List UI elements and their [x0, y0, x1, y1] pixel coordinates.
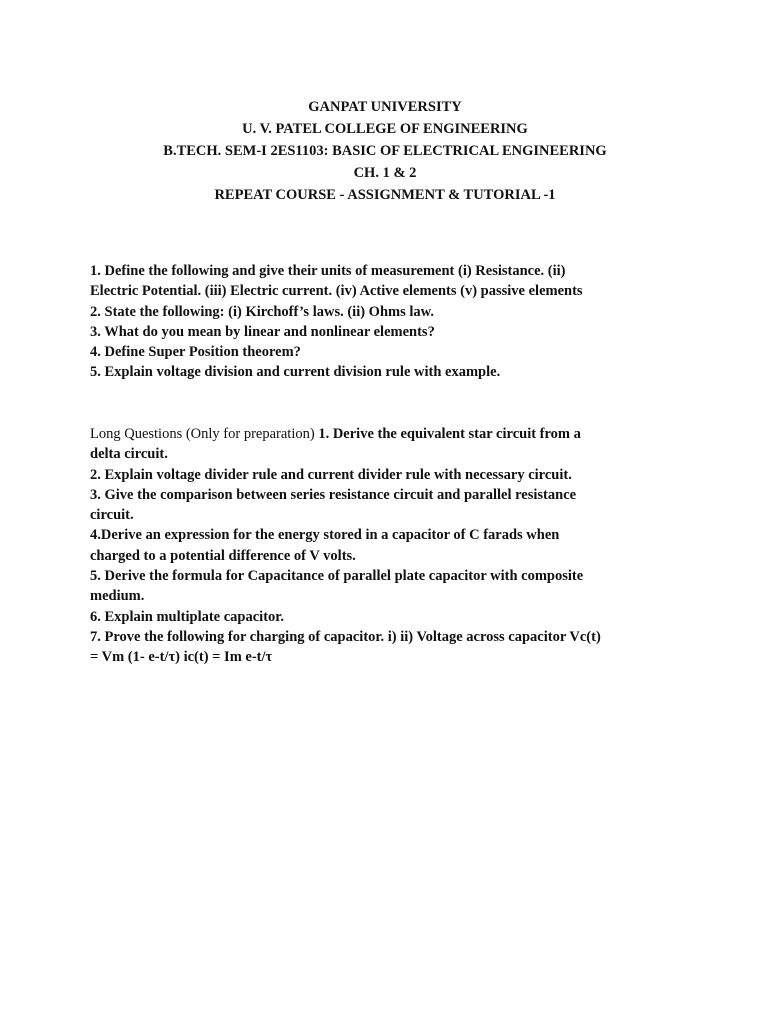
document-header — [0, 96, 768, 206]
question-line: 7. Prove the following for charging of capacitor. i) ii) Voltage across capacitor Vc(t) — [90, 628, 601, 645]
long-questions-title: Long Questions (Only for preparation) — [90, 426, 315, 442]
question-line: 5. Explain voltage division and current division rule with example. — [90, 364, 501, 381]
question-line: Electric Potential. (iii) Electric current. (iv) Active elements (v) passive elements — [90, 283, 583, 300]
question-line: 2. Explain voltage divider rule and current divider rule with necessary circuit. — [90, 466, 572, 483]
question-line: charged to a potential difference of V volts. — [90, 547, 356, 564]
course-title: B.TECH. SEM-I 2ES1103: BASIC OF ELECTRICAL ENGINEERING — [163, 143, 607, 159]
question-line: 3. What do you mean by linear and nonlinear elements? — [90, 323, 435, 340]
question-line: delta circuit. — [90, 446, 168, 463]
chapter-label: CH. 1 & 2 — [353, 165, 417, 181]
question-line — [90, 424, 680, 444]
question-line: medium. — [90, 588, 145, 605]
question-line-rest: 1. Derive the equivalent star circuit from a — [314, 426, 581, 442]
question-line: 1. Define the following and give their units of measurement (i) Resistance. (ii) — [90, 263, 566, 279]
question-line: 5. Derive the formula for Capacitance of parallel plate capacitor with composite — [90, 568, 584, 585]
question-line: 6. Explain multiplate capacitor. — [90, 608, 285, 625]
college-name: U. V. PATEL COLLEGE OF ENGINEERING — [242, 121, 528, 137]
question-line: 3. Give the comparison between series resistance circuit and parallel resistance — [90, 486, 577, 503]
question-line: 4. Define Super Position theorem? — [90, 344, 301, 361]
long-questions — [90, 424, 680, 668]
university-name: GANPAT UNIVERSITY — [308, 99, 462, 115]
assignment-title: REPEAT COURSE - ASSIGNMENT & TUTORIAL -1 — [214, 187, 556, 203]
question-line: circuit. — [90, 507, 134, 524]
question-line: 4.Derive an expression for the energy stored in a capacitor of C farads when — [90, 527, 560, 544]
question-line: = Vm (1- e-t/τ) ic(t) = Im e-t/τ — [90, 649, 273, 666]
short-questions — [90, 261, 680, 383]
question-line: 2. State the following: (i) Kirchoff’s laws. (ii) Ohms law. — [90, 303, 434, 320]
